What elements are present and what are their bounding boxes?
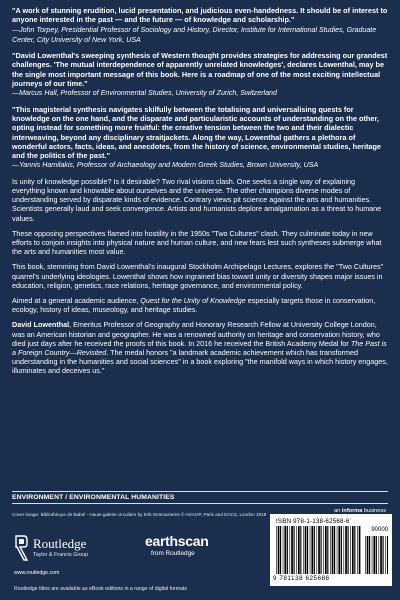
barcode-bar [283, 526, 284, 574]
barcode-bar [337, 526, 338, 574]
barcode-bar [303, 526, 304, 574]
divider [12, 503, 388, 504]
informa-prefix: an [334, 508, 342, 514]
review-quote [12, 105, 390, 171]
description-paragraph: This book, stemming from David Lowenthal's inaugural Stockholm Archipelago Lectures, explores the "Two Cultures" quarrel's underlying ideologies. Lowenthal shows how ingrained bias toward unity or diversity shapes major issues in education, religion, genetics, race relations, heritage governance, and environmental policy. [12, 262, 384, 290]
award-book-title: The Past is a Foreign Country—Revisited [12, 338, 387, 357]
informa-suffix: business [362, 508, 386, 514]
barcode-bar [317, 526, 318, 574]
barcode-bar [367, 536, 369, 574]
barcode-bar [318, 526, 320, 574]
barcode-bar [345, 526, 347, 574]
barcode-bar [321, 526, 322, 574]
routledge-r-icon [14, 534, 28, 562]
isbn-label: ISBN 978-1-138-62568-6 [276, 518, 350, 525]
barcode-bar [330, 526, 331, 574]
quote-text: "David Lowenthal's sweeping synthesis of Western thought provides strategies for addressing our grandest challenges. 'The mutual interdependence of apparently unrelated knowledges', declares Lowenthal, may be the single most important message of this book. Here is a roadmap of one of the most exciting intellectual journeys of our time." [12, 51, 388, 89]
barcode-bar [307, 526, 308, 574]
bio-text: , Emeritus Professor of Geography and Honorary Research Fellow at University College London, was an American historian and geographer. He was a renowned authority on heritage and conservation history, who died just days after he received the proofs of this book. In 2016 he received the British Academy Medal for [12, 320, 380, 348]
ebook-note: Routledge titles are available as eBook editions in a range of digital formats [14, 586, 188, 592]
barcode-bar [287, 526, 288, 574]
barcode-bar [323, 526, 324, 574]
barcode-bar [357, 526, 358, 574]
barcode-number: 9 781138 625686 [273, 575, 330, 582]
price-code: 90000 [371, 527, 388, 533]
publisher-name: Routledge [33, 536, 87, 551]
barcode-bar [325, 526, 327, 574]
barcode-bar [348, 526, 349, 574]
barcode-bar [296, 526, 297, 574]
informa-brand: informa [341, 508, 363, 514]
barcode-bar [305, 526, 307, 574]
author-name: David Lowenthal [12, 320, 70, 330]
author-bio [12, 320, 390, 375]
barcode-bar [327, 526, 328, 574]
barcode-bar [311, 526, 313, 574]
quote-attribution: —John Torpey, Presidential Professor of Sociology and History, Director, Institute for International Studies, Graduate Center, City University of New York, USA [12, 25, 377, 44]
review-quote [12, 51, 390, 98]
barcode-bar [276, 526, 277, 574]
barcode-bar [373, 536, 375, 574]
audience-text: Aimed at a general academic audience, [12, 295, 141, 305]
quote-attribution: —Yannis Hamilakis, Professor of Archaeology and Modern Greek Studies, Brown University, USA [12, 161, 319, 170]
subject-category: ENVIRONMENT / ENVIRONMENTAL HUMANITIES [12, 494, 175, 501]
barcode-bar [359, 526, 361, 574]
barcode-bar [338, 526, 340, 574]
barcode-bar [332, 526, 334, 574]
audience-text: especially targets those in conservation, ecology, history of ideas, museology, and heritage studies. [12, 295, 376, 315]
barcode-bar [300, 526, 301, 574]
cover-image-credit: Cover image: Bibliothèque de Babel - Haute galerie circulaire by Erik Desmazieres © ADAGP, Paris and DACS, London 2018 [12, 512, 267, 517]
barcode-bar [341, 526, 342, 574]
barcode-bar [278, 526, 280, 574]
barcode-bar [294, 526, 295, 574]
barcode-bar [352, 526, 354, 574]
barcode-panel [270, 514, 392, 586]
quote-attribution: —Marcus Hall, Professor of Environmental Studies, University of Zurich, Switzerland [12, 89, 277, 98]
barcode-bar [334, 526, 335, 574]
barcode-bar [383, 536, 384, 574]
barcode-bar [379, 536, 380, 574]
barcode-bar [290, 526, 291, 574]
audience-paragraph [12, 296, 390, 314]
divider [12, 491, 388, 492]
barcode-bar [310, 526, 311, 574]
barcode-bar [354, 526, 355, 574]
description-paragraph: These opposing perspectives flamed into hostility in the 1950s "Two Cultures" clash. They culminate today in new efforts to conjoin insights into physical nature and human culture, and new fears lest such syntheses submerge what the arts and humanities most value. [12, 228, 382, 257]
barcode-bar [291, 526, 293, 574]
earthscan-logo [145, 533, 231, 563]
cover-text [12, 6, 390, 382]
routledge-logo [14, 534, 124, 564]
review-quote [12, 6, 390, 45]
bio-text: . The medal honors "a landmark academic achievement which has transformed understanding in the humanities and social sciences" in a book exploring "the manifold ways in which history engages, illuminates and deceives us." [12, 348, 388, 376]
barcode-icon [275, 526, 361, 574]
barcode-bar [314, 526, 315, 574]
barcode-bar [284, 526, 286, 574]
description-paragraph: Is unity of knowledge possible? Is it desirable? Two rival visions clash. One seeks a single way of explaining everything known and knowable about ourselves and the universe. The other champions diverse modes of understanding served by disparate kinds of evidence. Contrary views pit science against the arts and humanities. Scientists generally laud and seek convergence. Artists and humanists deplore amalgamation as a threat to humane values. [12, 176, 382, 223]
imprint-name: earthscan [145, 533, 209, 549]
imprint-sub: from Routledge [151, 550, 195, 557]
barcode-bar [387, 536, 388, 574]
barcode-bar [280, 526, 281, 574]
barcode-bar [380, 536, 382, 574]
book-title: Quest for the Unity of Knowledge [140, 295, 246, 305]
publisher-website: www.routledge.com [14, 570, 60, 576]
barcode-addon-icon [364, 536, 388, 574]
barcode-bar [344, 526, 345, 574]
barcode-bar [376, 536, 377, 574]
barcode-bar [385, 536, 386, 574]
barcode-bar [298, 526, 300, 574]
quote-text: "A work of stunning erudition, lucid presentation, and judicious even-handedness. It should be of interest to anyone interested in the past — and the future — of knowledge and scholarship." [12, 6, 388, 25]
publisher-group: Taylor & Francis Group [33, 552, 89, 558]
quote-text: "This magisterial synthesis navigates skilfully between the totalising and universalising quests for knowledge on the one hand, and the disparate and particularistic accounts of understanding on the other, opting instead for something more fruitful: the creative tension between the two and their dialectic interweaving, beyond any disciplinary straitjackets. Along the way, Lowenthal gathers a plethora of wonderful actors, facts, ideas, and anecdotes, from the history of science, environmental studies, heritage and the politics of the past." [12, 104, 381, 161]
barcode-bar [350, 526, 351, 574]
barcode-bar [372, 536, 373, 574]
barcode-bar [365, 536, 366, 574]
barcode-bar [369, 536, 370, 574]
